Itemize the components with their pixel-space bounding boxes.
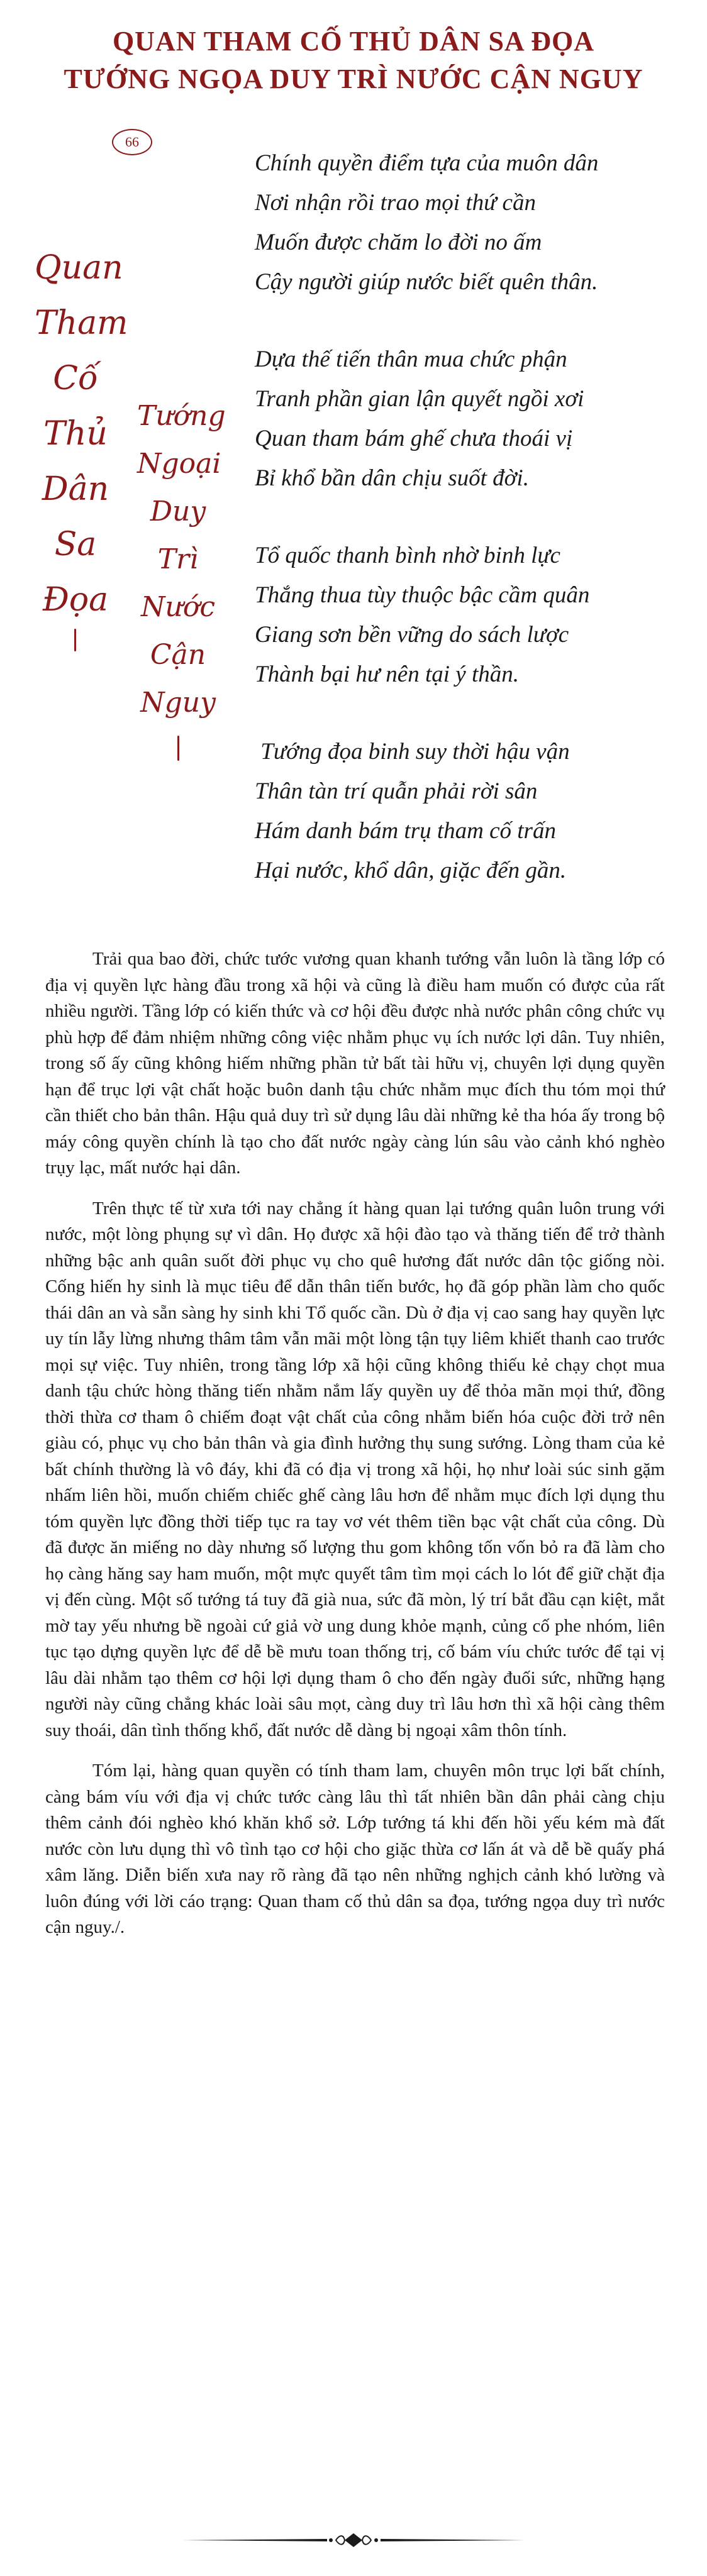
poem-line: Hám danh bám trụ tham cố trấn bbox=[255, 818, 556, 844]
poem-line: Dựa thế tiến thân mua chức phận bbox=[255, 346, 567, 372]
essay-paragraph: Trên thực tế từ xưa tới nay chẳng ít hàng quan lại tướng quân luôn trung với nước, một lòng phụng sự vì dân. Họ được xã hội đào tạo và thăng tiến để trở thành những bậc anh quân suốt đời phục vụ cho quê hương đất nước dân tộc giống nòi. Cống hiến hy sinh là mục tiêu để dẫn thân tiến bước, họ đã góp phần làm cho quốc thái dân an và sẵn sàng hy sinh khi Tổ quốc cần. Dù ở địa vị cao sang hay quyền lực uy tín lẫy lừng nhưng thâm tâm vẫn mãi một lòng tận tụy liêm khiết thanh cao trước mọi sự việc. Tuy nhiên, trong tầng lớp xã hội cũng không thiếu kẻ chạy chọt mua danh tậu chức hòng thăng tiến nhằm nắm lấy quyền uy để thỏa mãn mọi thứ, đồng thời thừa cơ tham ô chiếm đoạt vật chất của công nhằm biến hóa cuộc đời trở nên giàu có, phục vụ cho bản thân và gia đình hưởng thụ sung sướng. Lòng tham của kẻ bất chính thường là vô đáy, khi đã có địa vị trong xã hội, họ như loài súc sinh gặm nhấm liên hồi, muốn chiếm chiếc ghế càng lâu hơn để nhằm mục đích lợi dụng thu tóm quyền lực đồng thời tiếp tục ra tay vơ vét thêm tiền bạc vật chất của công. Dù đã được ăn miếng no dày nhưng số lượng thu gom không tốn vốn bỏ ra đã làm cho họ càng hăng say ham muốn, một mực quyết tâm tìm mọi cách lo lót để giữ chặt địa vị đến cùng. Một số tướng tá tuy đã già nua, sức đã mòn, lý trí bắt đầu cạn kiệt, mắt mờ tay yếu nhưng bề ngoài cứ giả vờ ung dung khỏe mạnh, củng cố phe nhóm, liên tục tạo dựng quyền lực để dễ bề mưu toan thống trị, cố bám víu chức tước để tại vị lâu dài nhằm tạo thêm cơ hội lợi dụng tham ô cho đến ngày đuối sức, những hạng người này cũng chẳng khác loài sâu mọt, càng duy trì lâu hơn thì xã hội càng thêm suy thoái, dân tình thống khổ, đất nước dễ dàng bị ngoại xâm thôn tính. bbox=[45, 1198, 665, 1740]
calligraphy-word: Tướng bbox=[137, 400, 226, 432]
calligraphy-word: Dân bbox=[42, 470, 109, 508]
calligraphy-word: Thủ bbox=[43, 415, 108, 453]
calligraphy-word: Cố bbox=[53, 360, 98, 397]
page-number-badge: 66 bbox=[112, 129, 152, 155]
title-line-2: TƯỚNG NGỌA DUY TRÌ NƯỚC CẬN NGUY bbox=[64, 64, 643, 94]
calligraphy-word: Tham bbox=[35, 304, 128, 342]
calligraphy-left-column bbox=[35, 249, 128, 639]
poem-stanza bbox=[255, 340, 682, 498]
poem-stanza bbox=[255, 143, 682, 302]
calligraphy-word: Sa bbox=[54, 526, 97, 563]
poem-line: Tổ quốc thanh bình nhờ binh lực bbox=[255, 543, 560, 568]
poem bbox=[255, 143, 682, 928]
poem-line: Tranh phần gian lận quyết ngồi xơi bbox=[255, 386, 584, 412]
poem-line: Tướng đọa binh suy thời hậu vận bbox=[255, 739, 570, 765]
calligraphy-right-column bbox=[137, 400, 226, 737]
poem-stanza bbox=[255, 536, 682, 694]
poem-line: Thành bại hư nên tại ý thần. bbox=[255, 661, 519, 687]
poem-line: Quan tham bám ghế chưa thoái vị bbox=[255, 426, 573, 451]
essay-paragraph: Tóm lại, hàng quan quyền có tính tham lam, chuyên môn trục lợi bất chính, càng bám víu với địa vị chức tước càng lâu thì tất nhiên bần dân phải càng chịu thêm cảnh đói nghèo khó khăn khổ sở. Lớp tướng tá khi đến hồi yếu kém mà đất nước còn lưu dụng thì vô tình tạo cơ hội cho giặc thừa cơ lấn át và dễ bề quấy phá xâm lăng. Diễn biến xưa nay rõ ràng đã tạo nên những nghịch cảnh khó lường và luôn đúng với lời cáo trạng: Quan tham cố thủ dân sa đọa, tướng ngọa duy trì nước cận nguy./. bbox=[45, 1761, 665, 1937]
essay-body bbox=[45, 946, 665, 1955]
calligraphy-word: Đọa bbox=[42, 581, 109, 619]
calligraphy-word: Ngoại bbox=[137, 448, 221, 480]
poem-stanza bbox=[255, 732, 682, 890]
calligraphy-word: Quan bbox=[35, 249, 123, 287]
ornamental-divider-icon bbox=[182, 2531, 525, 2550]
poem-line: Thân tàn trí quẫn phải rời sân bbox=[255, 778, 538, 804]
poem-line: Chính quyền điểm tựa của muôn dân bbox=[255, 150, 599, 176]
essay-paragraph: Trải qua bao đời, chức tước vương quan khanh tướng vẫn luôn là tầng lớp có địa vị quyền lực hàng đầu trong xã hội và cũng là điều ham muốn có được của rất nhiều người. Tầng lớp có kiến thức và cơ hội đều được nhà nước phân công chức vụ phù hợp để đảm nhiệm những công việc nhằm phục vụ ích nước lợi dân. Tuy nhiên, trong số ấy cũng không hiếm những phần tử bất tài hữu vị, chuyên lợi dụng quyền hạn để trục lợi vật chất hoặc buôn danh tậu chức nhằm mục đích thu tóm mọi thứ cần thiết cho bản thân. Hậu quả duy trì sử dụng lâu dài những kẻ tha hóa ấy trong bộ máy công quyền chính là tạo cho đất nước ngày càng lún sâu vào cảnh khó nghèo trụy lạc, mất nước hại dân. bbox=[45, 949, 665, 1178]
calligraphy-brush-stroke bbox=[177, 736, 179, 761]
calligraphy-brush-stroke bbox=[74, 629, 76, 651]
poem-line: Giang sơn bền vững do sách lược bbox=[255, 622, 569, 648]
poem-line: Cậy người giúp nước biết quên thân. bbox=[255, 269, 598, 295]
poem-line: Bỉ khổ bần dân chịu suốt đời. bbox=[255, 465, 529, 491]
poem-line: Nơi nhận rồi trao mọi thứ cần bbox=[255, 190, 536, 216]
calligraphy-word: Nước bbox=[141, 591, 215, 623]
poem-line: Hại nước, khổ dân, giặc đến gần. bbox=[255, 858, 567, 883]
poem-line: Muốn được chăm lo đời no ấm bbox=[255, 229, 542, 255]
calligraphy-word: Cận bbox=[150, 639, 206, 671]
title-line-1: QUAN THAM CỐ THỦ DÂN SA ĐỌA bbox=[112, 26, 595, 57]
calligraphy-word: Nguy bbox=[140, 687, 216, 719]
calligraphy-word: Duy bbox=[150, 495, 206, 528]
poem-line: Thắng thua tùy thuộc bậc cầm quân bbox=[255, 582, 590, 608]
calligraphy-word: Trì bbox=[157, 543, 199, 575]
